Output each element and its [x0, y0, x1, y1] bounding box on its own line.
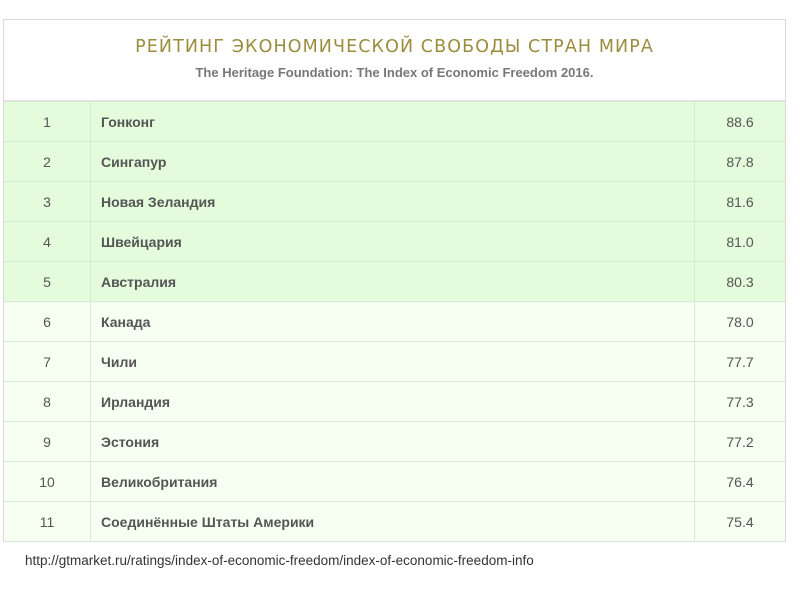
- score-cell: 77.3: [695, 382, 786, 422]
- table-row: [4, 422, 785, 462]
- table-row: [4, 382, 785, 422]
- score-cell: 80.3: [695, 262, 786, 302]
- ranking-header: [4, 20, 785, 101]
- rank-cell: 7: [4, 342, 91, 382]
- table-row: [4, 102, 785, 142]
- table-row: [4, 222, 785, 262]
- rank-cell: 11: [4, 502, 91, 542]
- score-cell: 81.6: [695, 182, 786, 222]
- country-cell: Швейцария: [91, 222, 695, 262]
- score-cell: 81.0: [695, 222, 786, 262]
- table-row: [4, 342, 785, 382]
- ranking-subtitle: The Heritage Foundation: The Index of Economic Freedom 2016.: [195, 65, 594, 80]
- ranking-table: [4, 101, 785, 542]
- country-cell: Чили: [91, 342, 695, 382]
- table-row: [4, 262, 785, 302]
- country-cell: Австралия: [91, 262, 695, 302]
- score-cell: 77.2: [695, 422, 786, 462]
- country-cell: Соединённые Штаты Америки: [91, 502, 695, 542]
- rank-cell: 8: [4, 382, 91, 422]
- rank-cell: 2: [4, 142, 91, 182]
- score-cell: [695, 542, 786, 543]
- table-row: [4, 302, 785, 342]
- country-cell: Канада: [91, 302, 695, 342]
- table-row: [4, 502, 785, 542]
- rank-cell: [4, 542, 91, 543]
- table-row: [4, 462, 785, 502]
- country-cell: Гонконг: [91, 102, 695, 142]
- rank-cell: 6: [4, 302, 91, 342]
- score-cell: 75.4: [695, 502, 786, 542]
- ranking-table-body: [4, 102, 785, 543]
- rank-cell: 3: [4, 182, 91, 222]
- country-cell: [91, 542, 695, 543]
- table-row: [4, 182, 785, 222]
- score-cell: 78.0: [695, 302, 786, 342]
- country-cell: Эстония: [91, 422, 695, 462]
- score-cell: 87.8: [695, 142, 786, 182]
- rank-cell: 4: [4, 222, 91, 262]
- rank-cell: 9: [4, 422, 91, 462]
- country-cell: Сингапур: [91, 142, 695, 182]
- rank-cell: 5: [4, 262, 91, 302]
- table-row-partial: [4, 542, 785, 543]
- source-url[interactable]: http://gtmarket.ru/ratings/index-of-economic-freedom/index-of-economic-freedom-info: [25, 553, 534, 568]
- score-cell: 77.7: [695, 342, 786, 382]
- country-cell: Ирландия: [91, 382, 695, 422]
- table-row: [4, 142, 785, 182]
- country-cell: Великобритания: [91, 462, 695, 502]
- rank-cell: 1: [4, 102, 91, 142]
- rank-cell: 10: [4, 462, 91, 502]
- country-cell: Новая Зеландия: [91, 182, 695, 222]
- score-cell: 76.4: [695, 462, 786, 502]
- score-cell: 88.6: [695, 102, 786, 142]
- ranking-card: [3, 19, 786, 542]
- ranking-title: РЕЙТИНГ ЭКОНОМИЧЕСКОЙ СВОБОДЫ СТРАН МИРА: [135, 37, 654, 57]
